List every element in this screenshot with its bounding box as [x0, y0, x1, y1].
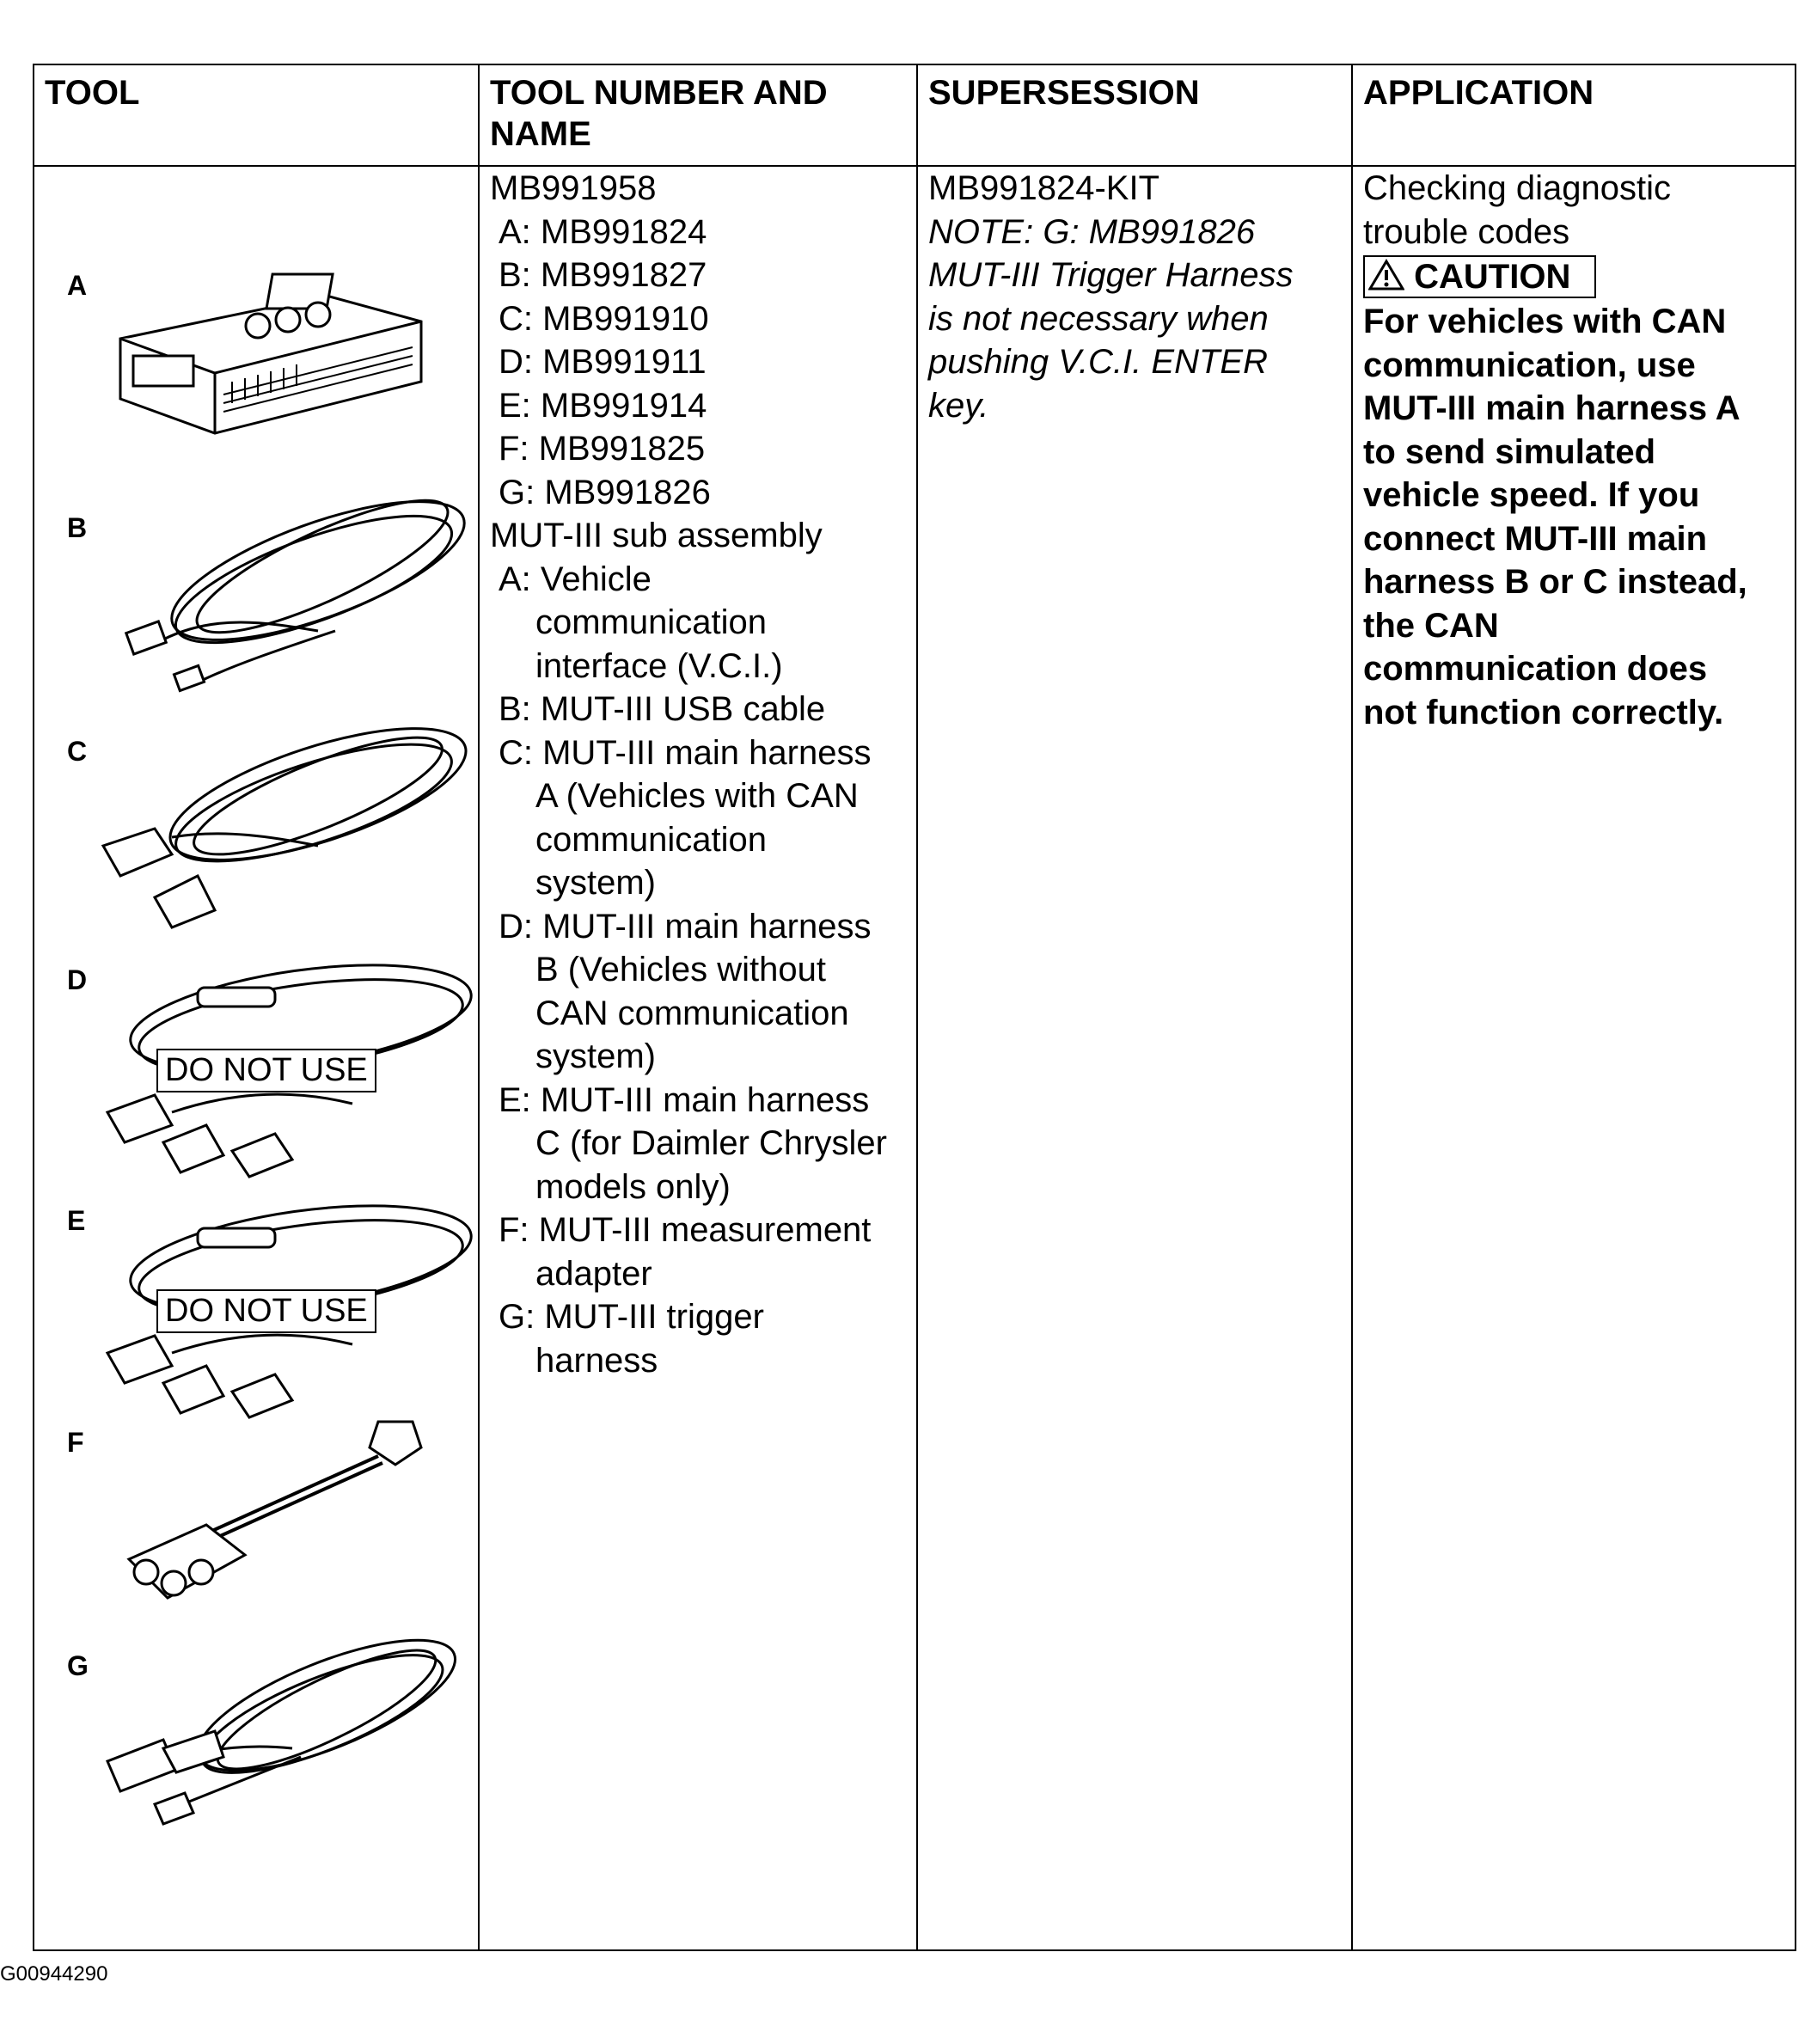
supersession-note-line: MUT-III Trigger Harness: [928, 256, 1294, 294]
tool-letter-d: D: [67, 964, 88, 995]
caution-box: [1363, 255, 1596, 298]
header-application: APPLICATION: [1363, 74, 1594, 112]
sub-assembly-title: MUT-III sub assembly: [490, 517, 823, 554]
caution-text-line: For vehicles with CAN: [1363, 303, 1727, 340]
warning-triangle-icon: [1368, 259, 1404, 291]
caution-text-line: not function correctly.: [1363, 693, 1724, 731]
caution-text-line: MUT-III main harness A: [1363, 389, 1741, 427]
caution-text-line: vehicle speed. If you: [1363, 476, 1700, 514]
caution-text-line: connect MUT-III main: [1363, 519, 1708, 558]
header-tool-number: [490, 72, 828, 155]
tool-column: [34, 167, 476, 1946]
sub-assembly-line: A (Vehicles with CAN: [535, 777, 859, 815]
do-not-use-label: DO NOT USE: [156, 1049, 376, 1092]
main-harness-a-image: [95, 717, 481, 940]
sub-assembly-line: B (Vehicles without: [535, 951, 826, 988]
header-supersession: SUPERSESSION: [928, 74, 1200, 112]
header-tool-number-line: TOOL NUMBER AND: [490, 74, 828, 112]
usb-cable-image: [95, 493, 481, 717]
sub-assembly-line: B: MUT-III USB cable: [499, 690, 826, 728]
header-tool-number-line: NAME: [490, 115, 591, 153]
part-number: E: MB991914: [499, 386, 707, 425]
part-number: C: MB991910: [499, 299, 709, 338]
sub-assembly-line: communication: [535, 603, 768, 641]
sub-assembly-line: C: MUT-III main harness: [499, 733, 872, 772]
application-line: trouble codes: [1363, 212, 1570, 251]
sub-assembly-line: C (for Daimler Chrysler: [535, 1124, 887, 1162]
tool-letter-b: B: [67, 512, 88, 543]
sub-assembly-line: harness: [535, 1341, 658, 1380]
tool-letter-e: E: [67, 1205, 86, 1236]
caution-label: CAUTION: [1414, 258, 1571, 296]
caution-text-line: the CAN: [1363, 606, 1499, 645]
column-divider: [1351, 65, 1353, 1949]
sub-assembly-line: D: MUT-III main harness: [499, 907, 872, 946]
part-number: G: MB991826: [499, 473, 711, 511]
sub-assembly-line: communication: [535, 820, 768, 859]
application-line: Checking diagnostic: [1363, 169, 1671, 207]
application-column: [1363, 167, 1747, 734]
sub-assembly-line: CAN communication: [535, 994, 849, 1032]
sub-assembly-line: A: Vehicle: [499, 560, 652, 598]
supersession-note-line: key.: [928, 386, 989, 425]
caution-text-line: harness B or C instead,: [1363, 563, 1747, 601]
part-number: B: MB991827: [499, 256, 707, 294]
trigger-harness-image: [95, 1628, 481, 1851]
tool-letter-a: A: [67, 270, 88, 301]
caution-text-line: communication does: [1363, 650, 1708, 688]
sub-assembly-line: E: MUT-III main harness: [499, 1080, 870, 1119]
supersession-column: [928, 167, 1294, 427]
tool-letter-c: C: [67, 736, 88, 767]
caution-text-line: to send simulated: [1363, 432, 1656, 471]
sub-assembly-line: system): [535, 1037, 656, 1075]
sub-assembly-line: interface (V.C.I.): [535, 646, 783, 685]
header-tool: TOOL: [45, 74, 140, 112]
supersession-note-line: NOTE: G: MB991826: [928, 212, 1256, 251]
tool-letter-f: F: [67, 1427, 84, 1458]
part-number: A: MB991824: [499, 212, 707, 251]
part-number: D: MB991911: [499, 343, 707, 381]
sub-assembly-line: adapter: [535, 1254, 652, 1293]
tool-letter-g: G: [67, 1650, 89, 1681]
tool-number-column: [490, 167, 887, 1382]
caution-text-line: communication, use: [1363, 346, 1696, 384]
supersession-note-line: is not necessary when: [928, 299, 1269, 338]
sub-assembly-line: F: MUT-III measurement: [499, 1211, 872, 1249]
column-divider: [916, 65, 918, 1949]
do-not-use-label: DO NOT USE: [156, 1289, 376, 1333]
vci-device-image: [95, 236, 438, 442]
sub-assembly-line: models only): [535, 1167, 731, 1206]
supersession-note-line: pushing V.C.I. ENTER: [928, 343, 1268, 381]
measurement-adapter-image: [95, 1404, 438, 1619]
sub-assembly-line: G: MUT-III trigger: [499, 1298, 764, 1336]
supersession-kit: MB991824-KIT: [928, 169, 1160, 207]
sub-assembly-line: system): [535, 864, 656, 902]
tool-table: [33, 64, 1796, 1951]
part-number: F: MB991825: [499, 430, 706, 468]
figure-id: G00944290: [0, 1962, 108, 1986]
kit-number: MB991958: [490, 169, 657, 207]
